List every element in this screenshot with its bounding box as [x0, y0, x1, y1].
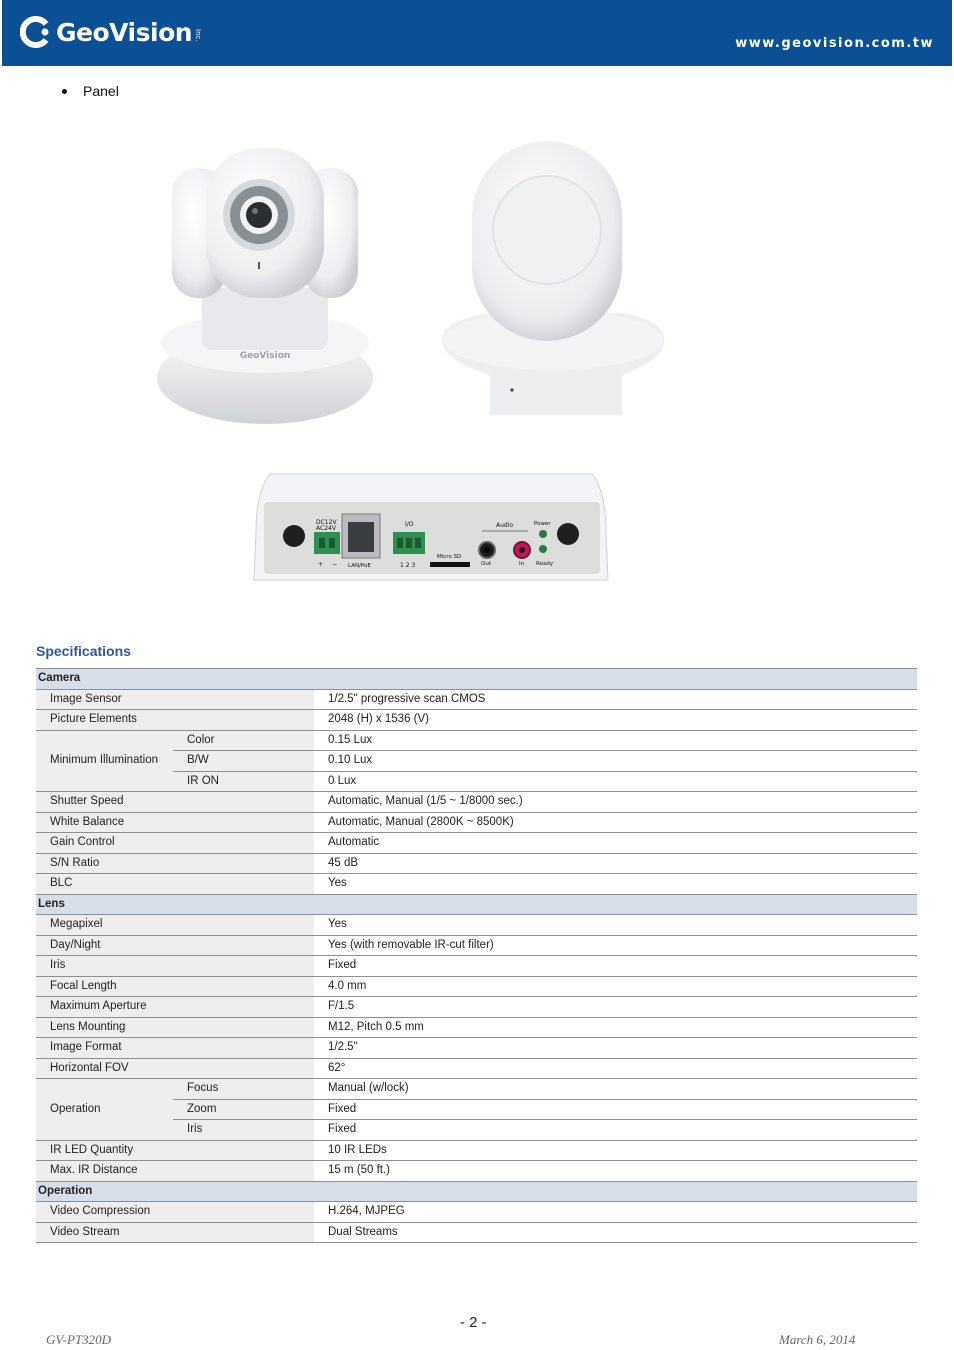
spec-label: Maximum Aperture	[36, 997, 314, 1018]
spec-sublabel: Focus	[173, 1079, 314, 1100]
panel-label-power-in: DC12V	[316, 519, 337, 526]
spec-value: Automatic, Manual (2800K ~ 8500K)	[314, 812, 917, 833]
geovision-logo	[20, 12, 202, 52]
table-row	[36, 689, 917, 710]
category-label: Camera	[36, 669, 917, 690]
spec-label: White Balance	[36, 812, 314, 833]
spec-value: Fixed	[314, 1120, 917, 1141]
spec-value: 1/2.5" progressive scan CMOS	[314, 689, 917, 710]
bullet-dot-icon	[62, 89, 67, 94]
specifications-heading: Specifications	[36, 643, 131, 659]
category-row-operation	[36, 1181, 917, 1202]
spec-value: 0 Lux	[314, 771, 917, 792]
footer-date: March 6, 2014	[779, 1332, 856, 1347]
spec-value: H.264, MJPEG	[314, 1202, 917, 1223]
spec-value: 1/2.5"	[314, 1038, 917, 1059]
brand-name: GeoVision	[56, 17, 193, 47]
panel-label-minus: −	[332, 561, 338, 568]
panel-label-io-pins: 1 2 3	[400, 562, 416, 569]
spec-value: Automatic, Manual (1/5 ~ 1/8000 sec.)	[314, 792, 917, 813]
camera-brand-label: GeoVision	[239, 351, 291, 361]
spec-value: 10 IR LEDs	[314, 1140, 917, 1161]
spec-label: BLC	[36, 874, 314, 895]
spec-value: 0.10 Lux	[314, 751, 917, 772]
table-row	[36, 792, 917, 813]
page-number: - 2 -	[460, 1314, 487, 1331]
spec-value: 15 m (50 ft.)	[314, 1161, 917, 1182]
spec-label: Minimum Illumination	[36, 730, 173, 792]
category-label: Lens	[36, 894, 917, 915]
brand-suffix: Inc.	[194, 28, 203, 42]
spec-value: Fixed	[314, 956, 917, 977]
spec-label: Day/Night	[36, 935, 314, 956]
logo-mark-icon	[20, 16, 52, 48]
table-row	[36, 1038, 917, 1059]
camera-back-photo	[432, 135, 674, 420]
table-row	[36, 853, 917, 874]
table-row	[36, 915, 917, 936]
spec-label: Picture Elements	[36, 710, 314, 731]
category-row-lens	[36, 894, 917, 915]
table-row	[36, 1058, 917, 1079]
spec-value: Fixed	[314, 1099, 917, 1120]
camera-rear-panel-photo	[250, 472, 612, 584]
table-row	[36, 812, 917, 833]
bullet-item	[62, 83, 119, 99]
spec-value: Manual (w/lock)	[314, 1079, 917, 1100]
table-row	[36, 833, 917, 854]
table-row	[36, 1161, 917, 1182]
table-row	[36, 1202, 917, 1223]
spec-label: Image Sensor	[36, 689, 314, 710]
panel-label-audio: Audio	[496, 522, 514, 529]
spec-value: M12, Pitch 0.5 mm	[314, 1017, 917, 1038]
specifications-table	[36, 668, 917, 1243]
panel-label-plus: +	[318, 561, 324, 568]
panel-label-ac24v: AC24V	[316, 525, 336, 532]
table-row	[36, 1140, 917, 1161]
table-row	[36, 710, 917, 731]
table-row	[36, 1079, 917, 1100]
spec-sublabel: Iris	[173, 1120, 314, 1141]
spec-value: 2048 (H) x 1536 (V)	[314, 710, 917, 731]
spec-value: Yes	[314, 874, 917, 895]
spec-label: Lens Mounting	[36, 1017, 314, 1038]
spec-sublabel: Color	[173, 730, 314, 751]
table-row	[36, 1017, 917, 1038]
panel-label-microsd: Micro SD	[437, 554, 462, 560]
spec-sublabel: Zoom	[173, 1099, 314, 1120]
panel-label-lan: LAN/PoE	[348, 563, 371, 569]
spec-label: Focal Length	[36, 976, 314, 997]
spec-label: Megapixel	[36, 915, 314, 936]
table-row	[36, 956, 917, 977]
spec-sublabel: B/W	[173, 751, 314, 772]
spec-value: Yes	[314, 915, 917, 936]
spec-label: Shutter Speed	[36, 792, 314, 813]
table-row	[36, 1222, 917, 1243]
spec-label: Video Stream	[36, 1222, 314, 1243]
spec-label: IR LED Quantity	[36, 1140, 314, 1161]
spec-label: Video Compression	[36, 1202, 314, 1223]
panel-label-out: Out	[481, 561, 491, 567]
spec-value: F/1.5	[314, 997, 917, 1018]
panel-label-power: Power	[534, 521, 551, 527]
bullet-text: Panel	[83, 83, 119, 99]
table-row	[36, 935, 917, 956]
category-label: Operation	[36, 1181, 917, 1202]
spec-value: Automatic	[314, 833, 917, 854]
spec-label: Gain Control	[36, 833, 314, 854]
table-row	[36, 997, 917, 1018]
website-url[interactable]: www.geovision.com.tw	[735, 36, 934, 51]
panel-label-ready: Ready	[536, 561, 554, 567]
spec-label: S/N Ratio	[36, 853, 314, 874]
spec-sublabel: IR ON	[173, 771, 314, 792]
table-row	[36, 976, 917, 997]
footer-model: GV-PT320D	[46, 1332, 111, 1347]
camera-front-photo	[150, 138, 380, 428]
spec-label: Horizontal FOV	[36, 1058, 314, 1079]
spec-value: 0.15 Lux	[314, 730, 917, 751]
panel-label-io: I/O	[405, 521, 414, 528]
table-row	[36, 874, 917, 895]
spec-value: 62°	[314, 1058, 917, 1079]
spec-label: Image Format	[36, 1038, 314, 1059]
spec-value: 4.0 mm	[314, 976, 917, 997]
spec-label: Iris	[36, 956, 314, 977]
category-row-camera	[36, 669, 917, 690]
spec-value: Dual Streams	[314, 1222, 917, 1243]
page-header	[2, 0, 952, 66]
spec-label: Operation	[36, 1079, 173, 1141]
panel-label-in: In	[519, 561, 525, 567]
spec-label: Max. IR Distance	[36, 1161, 314, 1182]
table-row	[36, 730, 917, 751]
spec-value: 45 dB	[314, 853, 917, 874]
spec-value: Yes (with removable IR-cut filter)	[314, 935, 917, 956]
